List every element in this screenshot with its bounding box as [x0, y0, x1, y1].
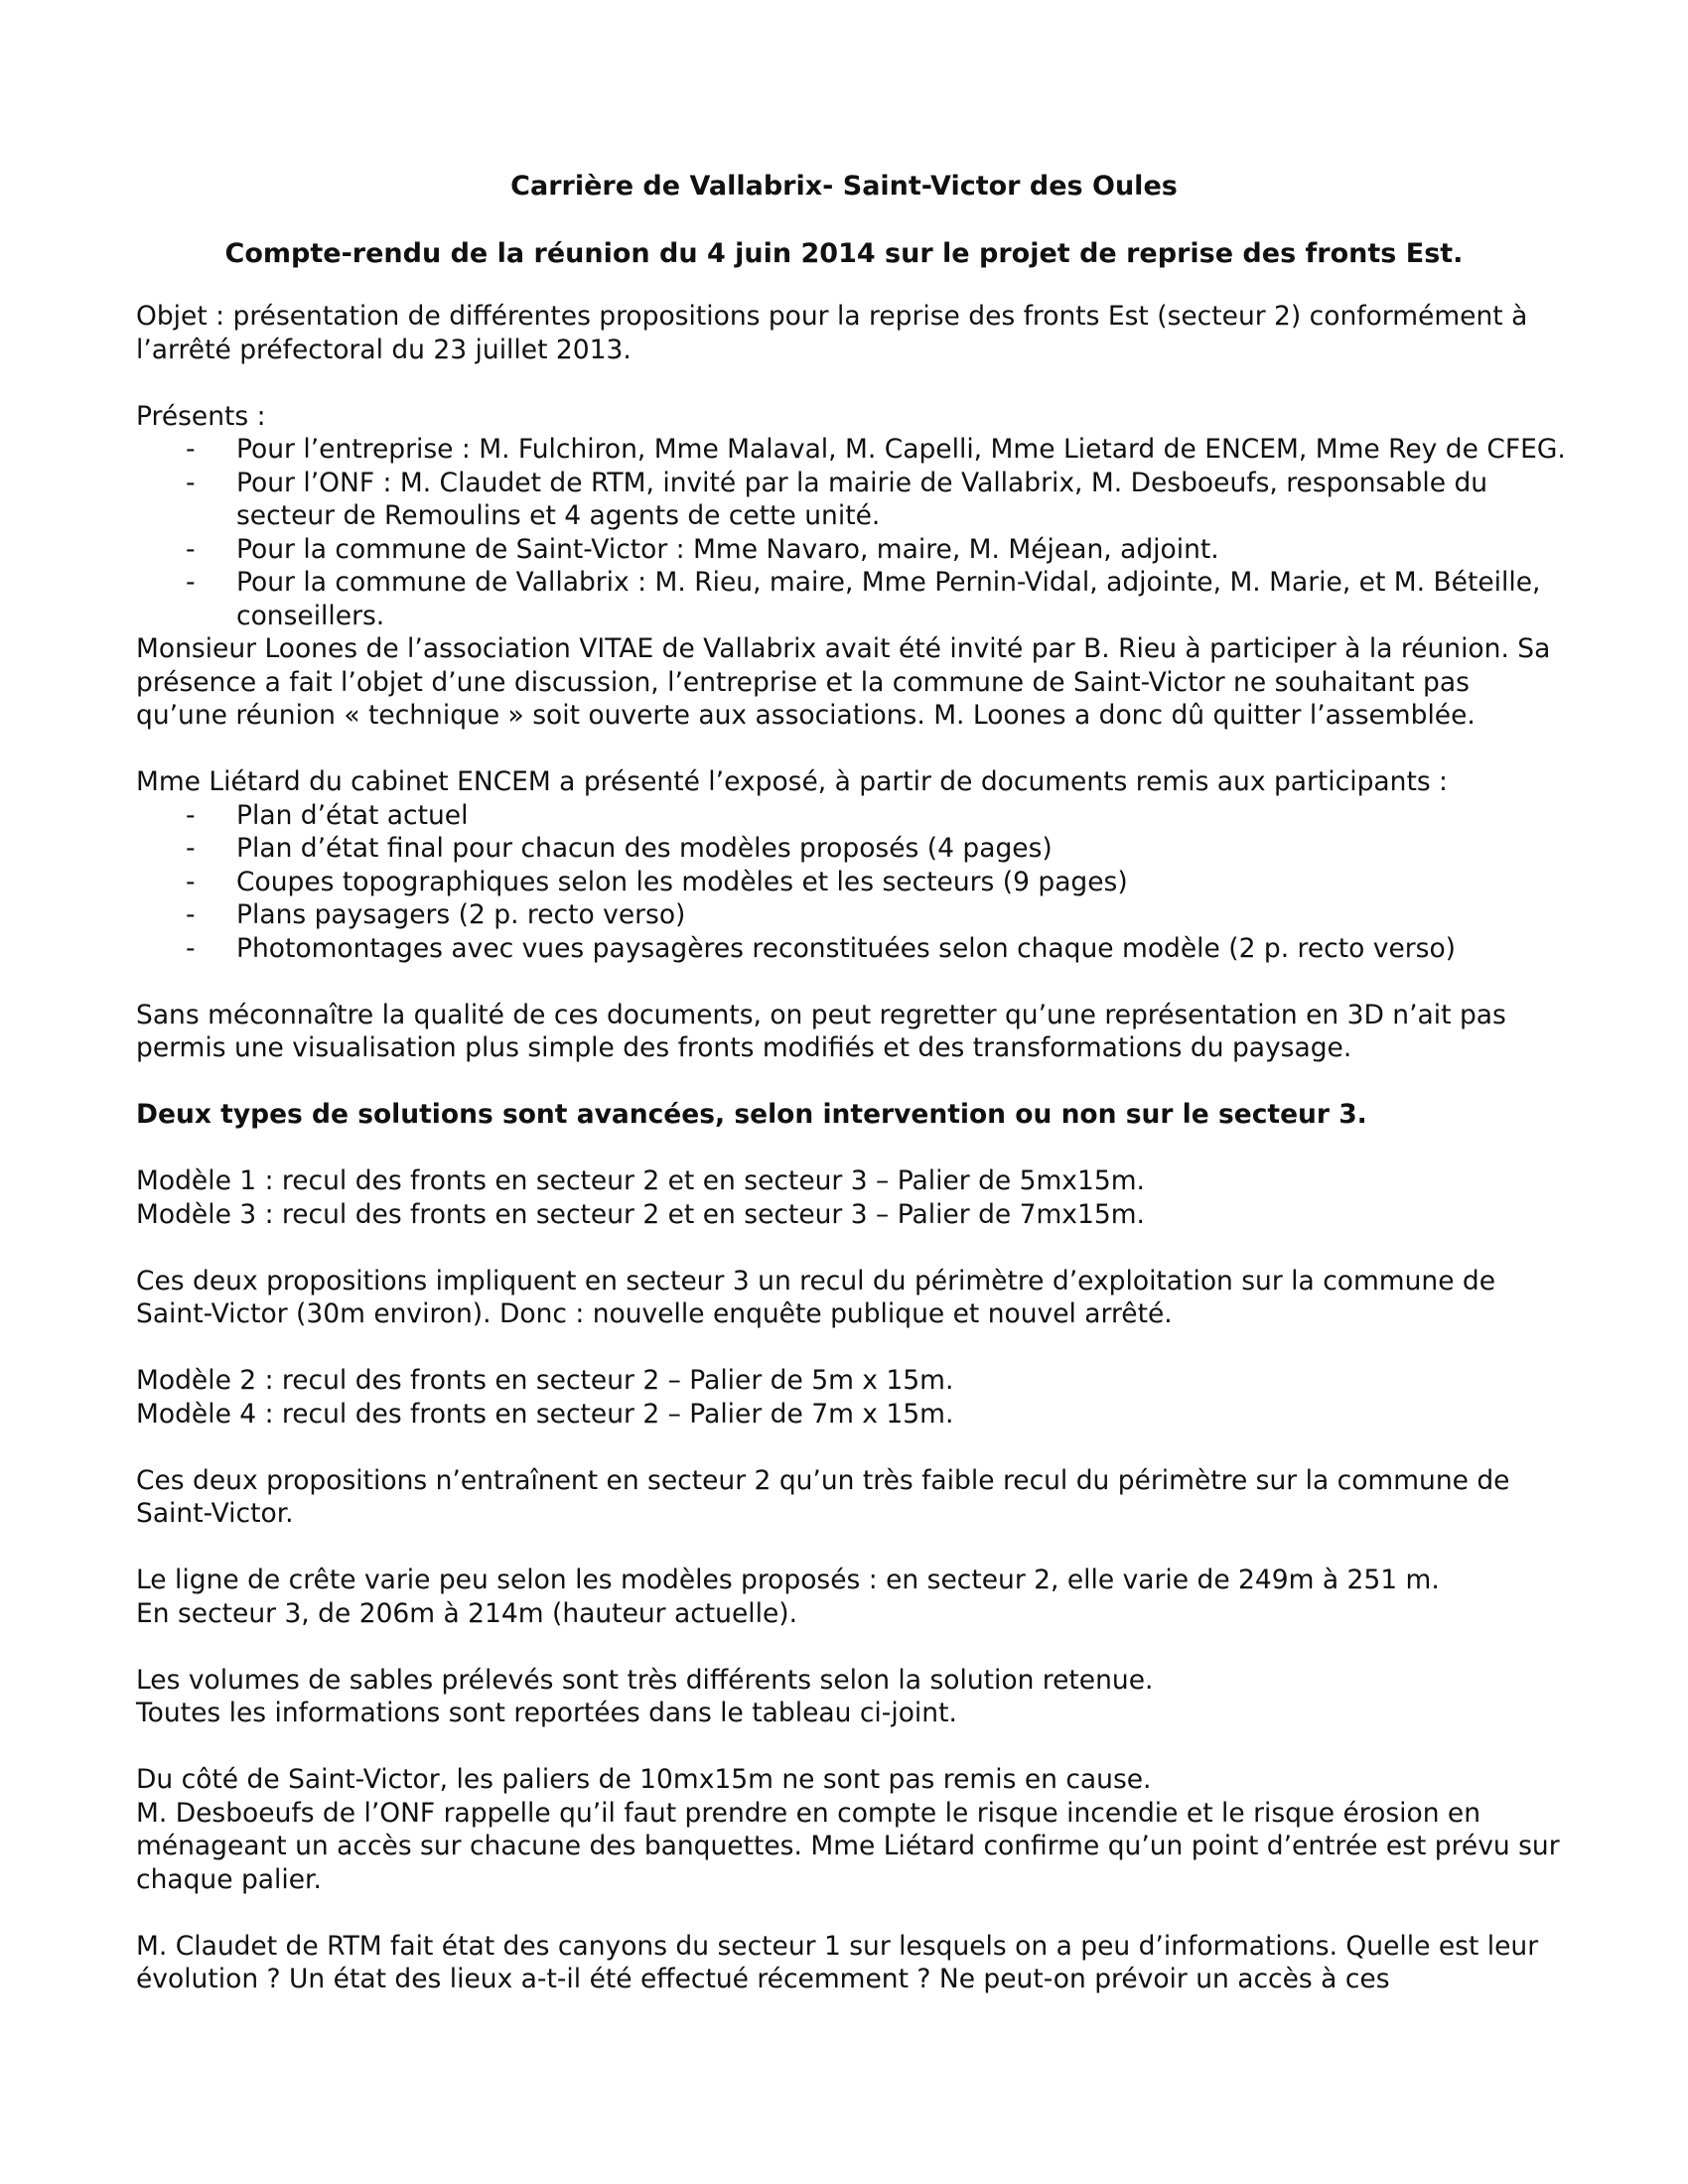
list-item: - Coupes topographiques selon les modèles et les secteurs (9 pages) [136, 866, 1566, 899]
list-item: - Pour la commune de Saint-Victor : Mme Navaro, maire, M. Méjean, adjoint. [136, 533, 1566, 567]
loones-paragraph: Monsieur Loones de l’association VITAE de Vallabrix avait été invité par B. Rieu à participer à la réunion. Sa présence a fait l’objet d’une discussion, l’entreprise et la commune de Saint-Victor ne souhaitant pas qu’une réunion « technique » soit ouverte aux associations. M. Loones a donc dû quitter l’assemblée. [136, 633, 1551, 731]
objet-paragraph: Objet : présentation de différentes propositions pour la reprise des fronts Est (secteur 2) conformément à l’arrêté préfectoral du 23 juillet 2013. [136, 301, 1528, 365]
list-item: - Plans paysagers (2 p. recto verso) [136, 898, 1566, 932]
volumes-line-2: Toutes les informations sont reportées dans le tableau ci-joint. [136, 1698, 957, 1728]
impliquent-paragraph: Ces deux propositions impliquent en secteur 3 un recul du périmètre d’exploitation sur la commune de Saint-Victor (30m environ). Donc : nouvelle enquête publique et nouvel arrêté. [136, 1265, 1496, 1329]
document-subtitle: Compte-rendu de la réunion du 4 juin 2014 sur le projet de reprise des fronts Est. [224, 238, 1464, 269]
presents-list [136, 433, 1566, 632]
claudet-paragraph: M. Claudet de RTM fait état des canyons du secteur 1 sur lesquels on a peu d’informations. Quelle est leur évolution ? Un état des lieux a-t-il été effectué récemment ? Ne peut-on prévoir un accès à ces [136, 1930, 1539, 1994]
list-item: - Plan d’état final pour chacun des modèles proposés (4 pages) [136, 832, 1566, 866]
modele-2-line: Modèle 2 : recul des fronts en secteur 2 – Palier de 5m x 15m. [136, 1365, 954, 1396]
regret-paragraph: Sans méconnaître la qualité de ces documents, on peut regretter qu’une représentation en 3D n’ait pas permis une visualisation plus simple des fronts modifiés et des transformations du paysage. [136, 999, 1506, 1063]
crete-line-2: En secteur 3, de 206m à 214m (hauteur actuelle). [136, 1597, 798, 1629]
paliers-line: Du côté de Saint-Victor, les paliers de 10mx15m ne sont pas remis en cause. [136, 1764, 1152, 1795]
crete-line-1: Le ligne de crête varie peu selon les modèles proposés : en secteur 2, elle varie de 249m à 251 m. [136, 1565, 1440, 1595]
presents-label: Présents : [136, 400, 266, 432]
documents-list [136, 799, 1566, 966]
modele-4-line: Modèle 4 : recul des fronts en secteur 2 – Palier de 7m x 15m. [136, 1398, 954, 1430]
list-item: - Pour l’entreprise : M. Fulchiron, Mme Malaval, M. Capelli, Mme Lietard de ENCEM, Mme Rey de CFEG. [136, 433, 1566, 467]
modele-1-line: Modèle 1 : recul des fronts en secteur 2 et en secteur 3 – Palier de 5mx15m. [136, 1165, 1145, 1196]
list-item: - Pour l’ONF : M. Claudet de RTM, invité par la mairie de Vallabrix, M. Desboeufs, responsable du secteur de Remoulins et 4 agents de cette unité. [136, 467, 1566, 533]
desboeufs-paragraph: M. Desboeufs de l’ONF rappelle qu’il faut prendre en compte le risque incendie et le risque érosion en ménageant un accès sur chacune des banquettes. Mme Liétard confirme qu’un point d’entrée est prévu sur chaque palier. [136, 1797, 1560, 1895]
entrainent-paragraph: Ces deux propositions n’entraînent en secteur 2 qu’un très faible recul du périmètre sur la commune de Saint-Victor. [136, 1464, 1510, 1529]
list-item: - Photomontages avec vues paysagères reconstituées selon chaque modèle (2 p. recto verso) [136, 932, 1566, 966]
expose-intro: Mme Liétard du cabinet ENCEM a présenté l’exposé, à partir de documents remis aux participants : [136, 766, 1448, 797]
volumes-line-1: Les volumes de sables prélevés sont très différents selon la solution retenue. [136, 1664, 1154, 1696]
list-item: - Pour la commune de Vallabrix : M. Rieu, maire, Mme Pernin-Vidal, adjointe, M. Marie, et M. Béteille, conseillers. [136, 566, 1566, 632]
document-body [136, 300, 1566, 1996]
solutions-heading: Deux types de solutions sont avancées, selon intervention ou non sur le secteur 3. [136, 1099, 1367, 1130]
list-item: - Plan d’état actuel [136, 799, 1566, 833]
modele-3-line: Modèle 3 : recul des fronts en secteur 2 et en secteur 3 – Palier de 7mx15m. [136, 1198, 1145, 1230]
document-title: Carrière de Vallabrix- Saint-Victor des Oules [510, 171, 1178, 202]
